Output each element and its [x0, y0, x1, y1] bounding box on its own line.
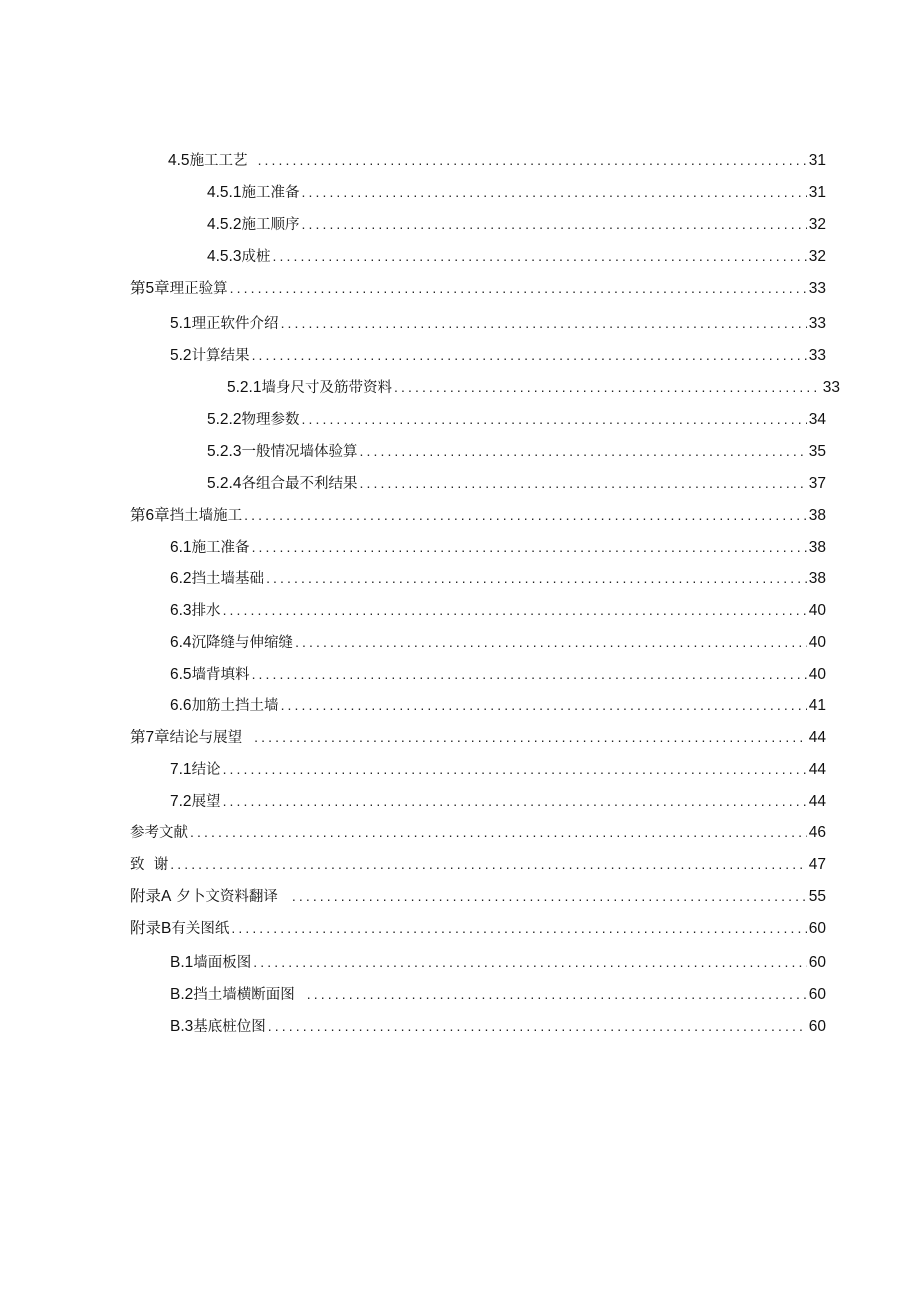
toc-entry[interactable] — [170, 694, 826, 716]
toc-entry-title: 加筋土挡土墙 — [191, 698, 279, 714]
dot-leader — [394, 376, 821, 398]
dot-leader — [281, 312, 807, 334]
toc-entry-title: 排水 — [191, 603, 221, 619]
dot-leader — [266, 567, 807, 589]
dot-leader — [244, 504, 807, 526]
toc-entry-number: 5.2.1 — [227, 379, 262, 396]
toc-entry-title: 各组合最不利结果 — [241, 476, 358, 492]
toc-entry-title: 理正验算 — [169, 281, 228, 297]
dot-leader — [359, 440, 806, 462]
toc-entry-page: 60 — [808, 954, 826, 971]
toc-entry-number: 6.5 — [170, 666, 192, 683]
toc-entry[interactable] — [170, 951, 826, 973]
toc-entry-number: 7.2 — [170, 793, 192, 810]
toc-entry[interactable] — [170, 631, 826, 653]
toc-entry[interactable] — [170, 758, 826, 780]
toc-entry-title: 有关图纸 — [171, 921, 230, 937]
toc-entry-number: 4.5 — [168, 152, 190, 169]
dot-leader — [252, 536, 807, 558]
toc-entry[interactable] — [207, 245, 826, 267]
toc-entry-number: 4.5.3 — [207, 248, 242, 265]
dot-leader — [258, 149, 807, 171]
dot-leader — [223, 790, 807, 812]
toc-entry[interactable] — [130, 504, 826, 526]
toc-entry-page: 32 — [808, 216, 826, 233]
dot-leader — [281, 694, 807, 716]
toc-entry[interactable] — [130, 853, 826, 875]
toc-entry[interactable] — [170, 1015, 826, 1037]
dot-leader — [307, 983, 807, 1005]
toc-entry-page: 32 — [808, 248, 826, 265]
toc-entry-page: 44 — [808, 793, 826, 810]
toc-entry[interactable] — [207, 181, 826, 203]
toc-entry-title: 结论 — [191, 762, 221, 778]
toc-entry-title: 夕卜文资料翻译 — [176, 889, 278, 905]
toc-entry-page: 33 — [822, 379, 840, 396]
toc-entry-page: 41 — [808, 697, 826, 714]
toc-entry-title: 墙背填料 — [191, 667, 250, 683]
toc-entry-number: 6.4 — [170, 634, 192, 651]
toc-entry-page: 31 — [808, 184, 826, 201]
dot-leader — [301, 181, 806, 203]
toc-entry-page: 31 — [808, 152, 826, 169]
toc-entry[interactable] — [207, 440, 826, 462]
dot-leader — [292, 885, 807, 907]
toc-entry-page: 34 — [808, 411, 826, 428]
dot-leader — [190, 821, 807, 843]
toc-entry-page: 38 — [808, 539, 826, 556]
toc-entry-number: 附录A — [130, 888, 172, 905]
toc-entry-number: 5.2.3 — [207, 443, 242, 460]
toc-entry-number: 6.6 — [170, 697, 192, 714]
toc-entry-page: 40 — [808, 634, 826, 651]
toc-entry-number: 6.3 — [170, 602, 192, 619]
toc-entry[interactable] — [170, 983, 826, 1005]
toc-entry-title: 墙身尺寸及筋带资料 — [261, 380, 392, 396]
toc-entry-page: 44 — [808, 729, 826, 746]
toc-entry[interactable] — [227, 376, 840, 398]
toc-entry-number: 5.1 — [170, 315, 192, 332]
toc-entry[interactable] — [130, 821, 826, 843]
toc-entry-number: 4.5.2 — [207, 216, 242, 233]
toc-entry-page: 46 — [808, 824, 826, 841]
toc-entry-page: 40 — [808, 666, 826, 683]
toc-entry-title: 施工工艺 — [189, 153, 248, 169]
toc-entry-number: 5.2.4 — [207, 475, 242, 492]
toc-entry-title: 展望 — [191, 794, 221, 810]
toc-entry-title: 理正软件介绍 — [191, 316, 279, 332]
toc-entry-title: 成桩 — [241, 249, 271, 265]
toc-entry[interactable] — [170, 663, 826, 685]
dot-leader — [252, 344, 807, 366]
toc-entry-number: 6.1 — [170, 539, 192, 556]
toc-entry[interactable] — [170, 536, 826, 558]
toc-entry-number: 附录B — [130, 920, 172, 937]
dot-leader — [301, 213, 806, 235]
toc-entry[interactable] — [130, 885, 826, 907]
toc-entry-page: 38 — [808, 570, 826, 587]
toc-entry-title: 挡土墙施工 — [169, 508, 243, 524]
toc-entry-number: 第7章 — [130, 729, 170, 746]
toc-entry[interactable] — [130, 277, 826, 299]
toc-entry-number: 5.2.2 — [207, 411, 242, 428]
dot-leader — [170, 853, 807, 875]
toc-entry-number: 7.1 — [170, 761, 192, 778]
toc-entry-title: 施工准备 — [191, 540, 250, 556]
toc-entry-title: 计算结果 — [191, 348, 250, 364]
dot-leader — [272, 245, 806, 267]
toc-entry-title: 沉降缝与伸缩缝 — [191, 635, 294, 651]
toc-entry[interactable] — [168, 149, 826, 171]
toc-entry-page: 33 — [808, 280, 826, 297]
toc-entry-title: 结论与展望 — [169, 730, 243, 746]
dot-leader — [230, 277, 807, 299]
toc-entry[interactable] — [207, 472, 826, 494]
toc-entry-page: 60 — [808, 986, 826, 1003]
toc-entry-title: 施工准备 — [241, 185, 300, 201]
toc-entry-page: 37 — [808, 475, 826, 492]
dot-leader — [223, 599, 807, 621]
dot-leader — [359, 472, 806, 494]
dot-leader — [254, 726, 807, 748]
toc-entry-page: 55 — [808, 888, 826, 905]
dot-leader — [252, 663, 807, 685]
toc-entry[interactable] — [207, 408, 826, 430]
toc-entry-page: 44 — [808, 761, 826, 778]
toc-entry-page: 47 — [808, 856, 826, 873]
toc-entry-page: 33 — [808, 347, 826, 364]
toc-entry-page: 38 — [808, 507, 826, 524]
toc-entry-page: 40 — [808, 602, 826, 619]
toc-entry-page: 60 — [808, 1018, 826, 1035]
toc-entry-page: 33 — [808, 315, 826, 332]
toc-entry-number: 5.2 — [170, 347, 192, 364]
toc-entry-title: 一般情况墙体验算 — [241, 444, 358, 460]
dot-leader — [223, 758, 807, 780]
toc-entry-title: 施工顺序 — [241, 217, 300, 233]
toc-entry-number: B.2 — [170, 986, 194, 1003]
toc-entry[interactable] — [130, 917, 826, 939]
toc-entry[interactable] — [170, 599, 826, 621]
toc-entry[interactable] — [170, 312, 826, 334]
toc-entry-page: 35 — [808, 443, 826, 460]
toc-entry[interactable] — [170, 790, 826, 812]
toc-entry-number: 第6章 — [130, 507, 170, 524]
toc-entry-number: B.1 — [170, 954, 194, 971]
dot-leader — [253, 951, 806, 973]
toc-entry-title: 墙面板图 — [193, 955, 252, 971]
toc-entry-number: 4.5.1 — [207, 184, 242, 201]
toc-entry-title: 参考文献 — [130, 825, 188, 841]
toc-entry-title: 挡土墙横断面图 — [193, 987, 295, 1003]
toc-entry-page: 60 — [808, 920, 826, 937]
toc-entry-title: 基底桩位图 — [193, 1019, 266, 1035]
dot-leader — [295, 631, 807, 653]
dot-leader — [301, 408, 806, 430]
toc-entry[interactable] — [170, 344, 826, 366]
dot-leader — [268, 1015, 807, 1037]
toc-entry[interactable] — [170, 567, 826, 589]
toc-entry-title: 致 谢 — [130, 857, 169, 873]
toc-entry[interactable] — [207, 213, 826, 235]
toc-entry-number: 第5章 — [130, 280, 170, 297]
toc-entry-title: 物理参数 — [241, 412, 300, 428]
toc-entry-number: B.3 — [170, 1018, 194, 1035]
dot-leader — [231, 917, 806, 939]
toc-entry-title: 挡土墙基础 — [191, 571, 265, 587]
toc-entry-number: 6.2 — [170, 570, 192, 587]
toc-entry[interactable] — [130, 726, 826, 748]
